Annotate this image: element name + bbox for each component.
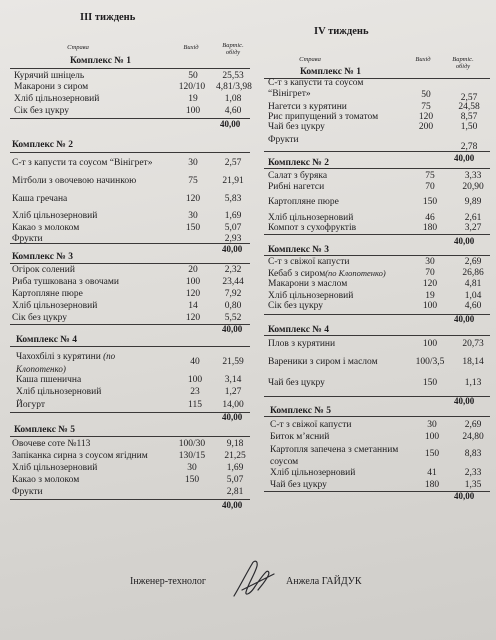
menu-item: Фрукти 2,81 [12,487,244,497]
menu-item: Каша гречана 120 5,83 [12,194,242,204]
menu-item: Хліб цільнозерновий 14 0,80 [12,301,242,311]
complex-title: Комплекс № 4 [16,335,77,345]
header-dish: Страва [299,56,321,63]
menu-item: Какао з молоком 150 5,07 [12,475,244,485]
complex-title: Комплекс № 3 [268,245,329,255]
menu-item: Хліб цільнозерновий 46 2,61 [268,213,482,223]
menu-item: Курячий шніцель 50 25,53 [14,71,244,81]
menu-item: Запіканка сирна з соусом ягідним 130/15 21,25 [12,451,246,461]
menu-item: Макарони з маслом 120 4,81 [268,279,482,289]
divider [10,499,250,500]
divider [10,412,250,413]
menu-item: Картопляне пюре 150 9,89 [268,197,482,207]
complex-total: 40,00 [454,236,475,246]
menu-item: Картопля запечена з сметанним соусом 150 8,83 [270,445,482,467]
menu-item: Салат з буряка 75 3,33 [268,171,482,181]
week-4-title: IV тиждень [314,26,369,37]
menu-item: Биток м’ясний 100 24,80 [270,432,484,442]
divider [264,335,490,336]
menu-item: Хліб цільнозерновий 19 1,04 [268,291,482,301]
menu-item: Хліб цільнозерновий 23 1,27 [16,387,242,397]
complex-total: 40,00 [220,119,241,129]
complex-title: Комплекс № 4 [268,325,329,335]
divider [10,324,250,325]
complex-total: 40,00 [222,412,243,422]
menu-item: С-т з свіжої капусти 30 2,69 [270,420,482,430]
menu-item: Чай без цукру 200 1,50 [268,122,478,132]
signature-name: Анжела ГАЙДУК [286,576,362,587]
complex-total: 40,00 [454,314,475,324]
divider [10,436,250,437]
menu-item: Овочеве соте №113 100/30 9,18 [12,439,244,449]
menu-item: Нагетси з курятини 75 24,58 [268,102,480,112]
header-dish: Страва [67,44,89,51]
menu-item: Хліб цільнозерновий 41 2,33 [270,468,482,478]
divider [264,416,490,417]
menu-item: С-т з капусти та соусом “Вінігрет» 30 2,57 [12,158,242,168]
menu-item: Макарони з сиром 120/10 4,81/3,98 [14,82,252,92]
menu-item: Чай без цукру 180 1,35 [270,480,482,490]
divider [264,234,490,235]
complex-title: Комплекс № 1 [300,67,361,77]
complex-title: Комплекс № 2 [268,158,329,168]
menu-item: Мітболи з овочевою начинкою 75 21,91 [12,176,244,186]
complex-total: 40,00 [222,244,243,254]
complex-title: Комплекс № 5 [270,406,331,416]
menu-item: С-т з капусти та соусом “Вінігрет» 50 2,57 [268,78,478,103]
divider [10,118,250,119]
menu-item: Сік без цукру 120 5,52 [12,313,242,323]
week-3-title: ІІІ тиждень [80,12,136,23]
menu-item: Чахохбілі з курятини (по Клопотенко) 40 21,59 [16,351,244,374]
complex-total: 40,00 [454,153,475,163]
menu-item: Сік без цукру 100 4,60 [14,106,242,116]
divider [10,68,250,69]
divider [264,168,490,169]
complex-total: 40,00 [454,491,475,501]
divider [10,152,250,153]
menu-item: Какао з молоком 150 5,07 [12,223,242,233]
menu-item: Плов з курятини 100 20,73 [268,339,484,349]
complex-title: Комплекс № 2 [12,140,73,150]
menu-item: Вареники з сиром і маслом 100/3,5 18,14 [268,357,484,367]
menu-item: Кебаб з сиром(по Клопотенко) 70 26,86 [268,268,484,279]
menu-item: Рибні нагетси 70 20,90 [268,182,484,192]
complex-title: Комплекс № 5 [14,425,75,435]
divider [264,151,490,152]
menu-item: Фрукти 2,78 [268,135,478,152]
handwritten-signature [228,556,278,602]
signature-role: Інженер-технолог [130,576,207,587]
complex-title: Комплекс № 1 [70,56,131,66]
divider [10,346,250,347]
menu-item: Хліб цільнозерновий 30 1,69 [12,463,244,473]
menu-item: С-т з свіжої капусти 30 2,69 [268,257,482,267]
complex-total: 40,00 [222,324,243,334]
menu-item: Фрукти 2,93 [12,234,242,244]
menu-item: Огірок солений 20 2,32 [12,265,242,275]
complex-total: 40,00 [222,500,243,510]
menu-item: Картопляне пюре 120 7,92 [12,289,242,299]
menu-item: Риба тушкована з овочами 100 23,44 [12,277,244,287]
menu-item: Каша пшенична 100 3,14 [16,375,242,385]
menu-item: Сік без цукру 100 4,60 [268,301,482,311]
menu-item: Чай без цукру 150 1,13 [268,378,482,388]
menu-item: Хліб цільнозерновий 19 1,08 [14,94,242,104]
header-yield: Вихід [183,44,199,51]
menu-item: Компот з сухофруктів 180 3,27 [268,223,482,233]
menu-item: Хліб цільнозерновий 30 1,69 [12,211,242,221]
menu-item: Рис припущений з томатом 120 8,57 [268,112,478,122]
menu-item: Йогурт 115 14,00 [16,400,244,410]
divider [10,243,250,244]
header-price: Вартіс. обіду [222,42,244,56]
header-yield: Вихід [415,56,431,63]
complex-title: Комплекс № 3 [12,252,73,262]
header-price: Вартіс. обіду [452,56,474,70]
complex-total: 40,00 [454,396,475,406]
